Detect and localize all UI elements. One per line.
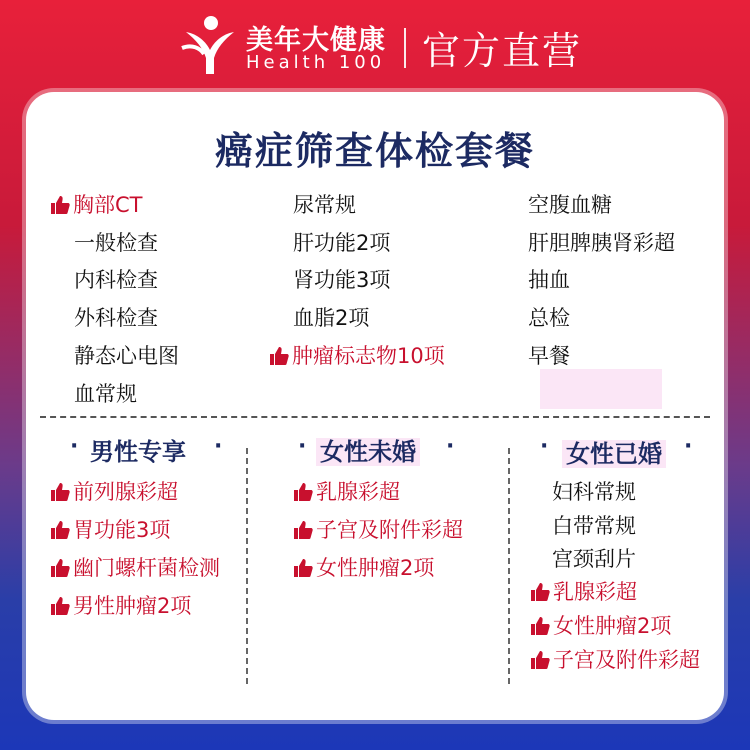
thumbs-up-icon xyxy=(293,520,313,540)
brand-logo-icon xyxy=(180,14,240,76)
list-item: 白带常规 xyxy=(552,514,636,538)
heading-dot: · xyxy=(684,434,693,459)
page-title: 癌症筛查体检套餐 xyxy=(214,129,535,173)
thumbs-up-icon xyxy=(269,346,289,366)
list-item: 男性肿瘤2项 xyxy=(50,590,191,620)
header-bar xyxy=(0,0,750,92)
thumbs-up-icon xyxy=(50,520,70,540)
thumbs-up-icon xyxy=(530,616,550,636)
thumbs-up-icon xyxy=(293,558,313,578)
list-item: 女性肿瘤2项 xyxy=(530,610,671,640)
list-item: 子宫及附件彩超 xyxy=(293,514,463,544)
brand-separator xyxy=(404,28,406,68)
list-item: 幽门螺杆菌检测 xyxy=(50,552,220,582)
section-heading-female-married: 女性已婚 xyxy=(562,434,666,469)
list-item: 乳腺彩超 xyxy=(293,476,400,506)
thumbs-up-icon xyxy=(530,582,550,602)
list-item: 胃功能3项 xyxy=(50,514,170,544)
section-divider xyxy=(40,416,710,418)
brand-name-cn: 美年大健康 xyxy=(246,25,386,56)
list-item: 宫颈刮片 xyxy=(552,547,636,571)
column-divider xyxy=(508,448,510,684)
list-item: 乳腺彩超 xyxy=(530,576,637,606)
list-item: 肝功能2项 xyxy=(293,231,391,255)
list-item: 妇科常规 xyxy=(552,480,636,504)
list-item: 空腹血糖 xyxy=(528,193,612,217)
thumbs-up-icon xyxy=(50,596,70,616)
list-item: 总检 xyxy=(528,306,570,330)
heading-dot: · xyxy=(214,434,223,459)
list-item: 前列腺彩超 xyxy=(50,476,178,506)
list-item: 肿瘤标志物10项 xyxy=(269,340,445,370)
thumbs-up-icon xyxy=(50,482,70,502)
heading-dot: · xyxy=(70,434,79,459)
list-item: 血常规 xyxy=(74,382,137,406)
thumbs-up-icon xyxy=(50,558,70,578)
list-item: 女性肿瘤2项 xyxy=(293,552,434,582)
brand-name-en: Health 100 xyxy=(246,52,386,73)
list-item: 一般检查 xyxy=(74,231,158,255)
thumbs-up-icon xyxy=(530,650,550,670)
thumbs-up-icon xyxy=(50,195,70,215)
list-item: 尿常规 xyxy=(293,193,356,217)
heading-dot: · xyxy=(540,434,549,459)
list-item: 内科检查 xyxy=(74,268,158,292)
list-item: 肾功能3项 xyxy=(293,268,391,292)
list-item: 静态心电图 xyxy=(74,344,179,368)
list-item: 抽血 xyxy=(528,268,570,292)
list-item: 早餐 xyxy=(528,344,570,368)
list-item: 胸部CT xyxy=(50,189,143,219)
heading-dot: · xyxy=(298,434,307,459)
highlight-block xyxy=(540,369,662,409)
section-heading-female-unmarried: 女性未婚 xyxy=(316,432,420,467)
section-heading-male: 男性专享 xyxy=(90,438,186,466)
list-item: 外科检查 xyxy=(74,306,158,330)
thumbs-up-icon xyxy=(293,482,313,502)
list-item: 子宫及附件彩超 xyxy=(530,644,700,674)
list-item: 肝胆脾胰肾彩超 xyxy=(528,231,675,255)
official-store-label: 官方直营 xyxy=(422,29,583,73)
list-item: 血脂2项 xyxy=(293,306,370,330)
heading-dot: · xyxy=(446,434,455,459)
column-divider xyxy=(246,448,248,684)
